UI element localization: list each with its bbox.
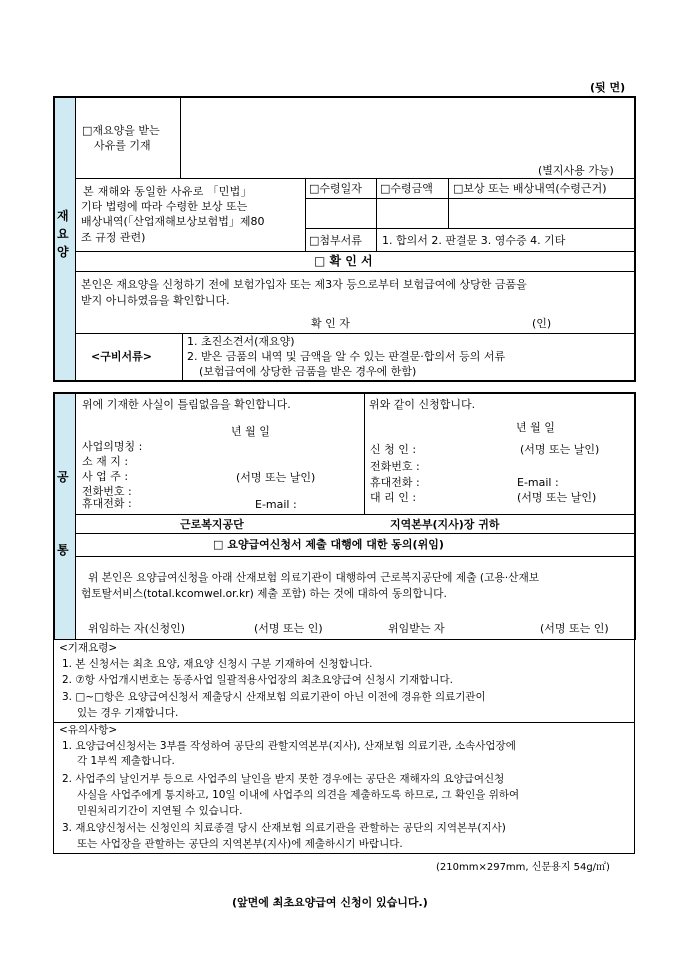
received-date-input[interactable] <box>307 200 375 227</box>
side-char-2: 요 <box>57 227 69 241</box>
side-char-tong: 통 <box>57 543 69 557</box>
writing-guide-2: 2. ⑦항 사업개시번호는 동종사업 일괄적용사업장의 최초요양급여 신청시 기재합니다. <box>62 674 453 686</box>
border-right <box>634 392 636 640</box>
compensation-header: □보상 또는 배상내역(수령근거) <box>453 182 607 195</box>
confirmer-label: 확 인 자 <box>311 317 350 330</box>
divider <box>448 178 449 228</box>
agent-label: 대 리 인 : <box>370 491 417 504</box>
divider <box>76 178 634 179</box>
footer-note: (앞면에 최초요양급여 신청이 있습니다.) <box>232 896 428 909</box>
side-char-1: 재 <box>57 209 69 223</box>
caution-1b: 각 1부씩 제출합니다. <box>77 755 175 767</box>
caution-2c: 민원처리기간이 지연될 수 있습니다. <box>77 805 243 817</box>
email-left-label: E-mail : <box>255 498 297 511</box>
border-top <box>53 392 635 394</box>
delegator-label: 위임하는 자(신청인) <box>88 622 186 635</box>
border-left <box>53 96 55 382</box>
common-side-bar <box>53 393 76 639</box>
mobile-right-label: 휴대전화 : <box>370 476 420 489</box>
caution-2a: 2. 사업주의 날인거부 등으로 사업주의 날인을 받지 못한 경우에는 공단은 재해자의 요양급여신청 <box>62 773 505 785</box>
caution-3a: 3. 재요양신청서는 신청인의 치료종결 당시 산재보험 의료기관을 관할하는 공단의 지역본부(지사) <box>62 822 506 834</box>
caution-2b: 사실을 사업주에게 통지하고, 10일 이내에 사업주의 의견을 제출하도록 하므로, 그 확인을 위하여 <box>77 789 520 801</box>
delegatee-label: 위임받는 자 <box>388 622 445 635</box>
required-docs-3: (보험급여에 상당한 금품을 받은 경우에 한함) <box>199 365 417 378</box>
required-docs-2: 2. 받은 금품의 내역 및 금액을 알 수 있는 판결문·합의서 등의 서류 <box>187 350 506 363</box>
delegator-sign[interactable]: (서명 또는 인) <box>254 622 323 635</box>
employer-confirm: 위에 기재한 사실이 틀림없음을 확인합니다. <box>82 398 291 411</box>
border-right <box>634 639 635 854</box>
reason-label-1: □재요양을 받는 <box>82 124 160 137</box>
divider <box>182 333 183 381</box>
confirm-title: □ 확 인 서 <box>314 254 373 268</box>
same-cause-line-3: 배상내역(「산업재해보상보험법」제80 <box>81 215 265 228</box>
applicant-sign[interactable]: (서명 또는 날인) <box>520 443 600 456</box>
compensation-input[interactable] <box>450 200 633 227</box>
caution-3b: 또는 사업장을 관할하는 공단의 지역본부(지사)에 제출하시기 바랍니다. <box>77 838 403 850</box>
received-amount-header: □수령금액 <box>380 182 433 195</box>
phone-label: 전화번호 : <box>82 485 132 498</box>
consent-text-2: 험토탈서비스(total.kcomwel.or.kr) 제출 포함) 하는 것에 대하여 동의합니다. <box>81 587 447 600</box>
border-right <box>634 96 636 382</box>
paper-spec: (210mm×297mm, 신문용지 54g/㎡) <box>436 862 610 873</box>
same-cause-line-2: 기타 법령에 따라 수령한 보상 또는 <box>81 200 248 213</box>
border-bottom <box>53 853 635 854</box>
divider <box>305 198 634 199</box>
applicant-statement: 위와 같이 신청합니다. <box>369 398 476 411</box>
border-top <box>53 96 635 98</box>
phone-right-label: 전화번호 : <box>370 460 420 473</box>
divider <box>376 178 377 251</box>
confirm-text-2: 받지 아니하였음을 확인합니다. <box>81 294 230 307</box>
attachments-label: □첨부서류 <box>309 234 362 247</box>
same-cause-line-1: 본 재해와 동일한 사유로 「민법」 <box>83 185 252 198</box>
writing-guide-title: <기재요령> <box>59 642 118 654</box>
reason-label-2: 사유를 기재 <box>94 139 151 152</box>
writing-guide-3b: 있는 경우 기재합니다. <box>77 707 179 719</box>
border-bottom <box>53 380 635 382</box>
divider <box>305 178 306 251</box>
writing-guide-1: 1. 본 신청서는 최초 요양, 재요양 신청시 구분 기재하여 신청합니다. <box>62 658 373 670</box>
divider <box>53 639 635 640</box>
addressee: 지역본부(지사)장 귀하 <box>390 518 500 531</box>
date-right[interactable]: 년 월 일 <box>516 421 555 434</box>
divider <box>180 97 181 178</box>
divider <box>76 251 634 252</box>
page-side-label: (뒷 면) <box>590 81 626 94</box>
border-left <box>53 639 54 854</box>
applicant-label: 신 청 인 : <box>370 443 417 456</box>
agent-sign[interactable]: (서명 또는 날인) <box>517 491 597 504</box>
location-label: 소 재 지 : <box>82 455 129 468</box>
confirm-text-1: 본인은 재요양을 신청하기 전에 보험가입자 또는 제3자 등으로부터 보험급여에 상당한 금품을 <box>81 278 527 291</box>
received-date-header: □수령일자 <box>309 182 362 195</box>
consent-text-1: 위 본인은 요양급여신청을 아래 산재보험 의료기관이 대행하여 근로복지공단에 제출 (고용·산재보 <box>88 571 540 584</box>
divider <box>76 533 634 534</box>
delegatee-sign[interactable]: (서명 또는 인) <box>540 622 609 635</box>
org-name: 근로복지공단 <box>180 518 244 531</box>
divider <box>53 722 635 723</box>
required-docs-1: 1. 초진소견서(재요양) <box>187 335 295 348</box>
caution-title: <유의사항> <box>59 724 118 736</box>
employer-label: 사 업 주 : <box>82 470 129 483</box>
divider <box>76 556 634 557</box>
consent-title: □ 요양급여신청서 제출 대행에 대한 동의(위임) <box>213 538 444 551</box>
mobile-label: 휴대전화 : <box>82 497 132 510</box>
reason-input-area[interactable] <box>182 99 632 161</box>
side-char-3: 양 <box>57 245 69 259</box>
employer-sign[interactable]: (서명 또는 날인) <box>236 471 316 484</box>
divider <box>76 514 634 515</box>
writing-guide-3a: 3. □~□항은 요양급여신청서 제출당시 산재보험 의료기관이 아닌 이전에 경유한 의료기관이 <box>62 691 486 703</box>
caution-1a: 1. 요양급여신청서는 3부를 작성하여 공단의 관할지역본부(지사), 산재보험 의료기관, 소속사업장에 <box>62 740 516 752</box>
same-cause-line-4: 조 규정 관련) <box>81 231 146 244</box>
confirmer-seal[interactable]: (인) <box>532 317 552 330</box>
border-left <box>53 392 55 640</box>
date-left[interactable]: 년 월 일 <box>231 425 270 438</box>
side-char-gong: 공 <box>57 470 69 484</box>
email-right-label: E-mail : <box>517 476 559 489</box>
divider <box>76 271 634 272</box>
divider <box>76 333 634 334</box>
divider <box>364 393 365 514</box>
attachments-options[interactable]: 1. 합의서 2. 판결문 3. 영수증 4. 기타 <box>382 234 566 247</box>
required-docs-label: <구비서류> <box>91 350 152 363</box>
divider <box>305 228 634 229</box>
business-name-label: 사업의명칭 : <box>82 440 143 453</box>
received-amount-input[interactable] <box>378 200 446 227</box>
separate-sheet-note: (별지사용 가능) <box>538 164 614 177</box>
